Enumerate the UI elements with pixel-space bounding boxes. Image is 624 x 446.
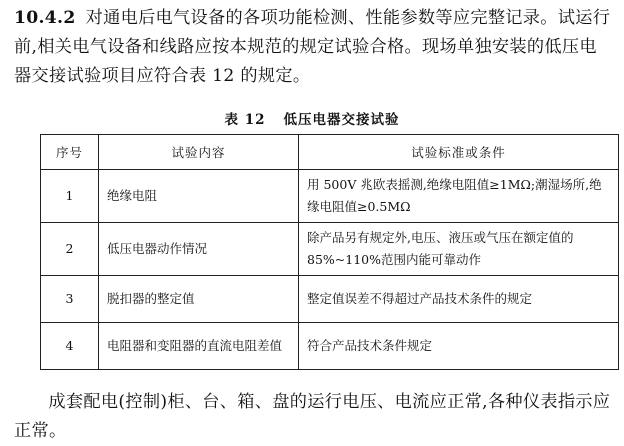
section-number: 10.4.2 <box>14 8 76 28</box>
column-header-standard: 试验标准或条件 <box>299 135 619 170</box>
row-number: 2 <box>41 223 99 276</box>
test-standard: 整定值误差不得超过产品技术条件的规定 <box>299 276 619 323</box>
table-caption <box>0 108 624 128</box>
test-standard: 除产品另有规定外,电压、液压或气压在额定值的 85%~110%范围内能可靠动作 <box>299 223 619 276</box>
row-number: 3 <box>41 276 99 323</box>
test-item: 绝缘电阻 <box>99 170 299 223</box>
section-body: 对通电后电气设备的各项功能检测、性能参数等应完整记录。试运行前,相关电气设备和线路应按本规范的规定试验合格。现场单独安装的低压电器交接试验项目应符合表 12 的规定。 <box>14 8 611 86</box>
table-name: 低压电器交接试验 <box>283 112 400 128</box>
test-item: 电阻器和变阻器的直流电阻差值 <box>99 323 299 370</box>
test-table <box>40 134 619 370</box>
section-paragraph <box>14 4 612 91</box>
test-item: 脱扣器的整定值 <box>99 276 299 323</box>
table-header-row <box>41 135 619 170</box>
table-number: 表 12 <box>224 112 266 128</box>
test-item: 低压电器动作情况 <box>99 223 299 276</box>
table-row <box>41 323 619 370</box>
test-standard: 符合产品技术条件规定 <box>299 323 619 370</box>
closing-paragraph: 成套配电(控制)柜、台、箱、盘的运行电压、电流应正常,各种仪表指示应正常。 <box>14 392 611 441</box>
table-row <box>41 223 619 276</box>
row-number: 1 <box>41 170 99 223</box>
column-header-no: 序号 <box>41 135 99 170</box>
column-header-item: 试验内容 <box>99 135 299 170</box>
row-number: 4 <box>41 323 99 370</box>
table-row <box>41 170 619 223</box>
test-standard: 用 500V 兆欧表摇测,绝缘电阻值≥1MΩ;潮湿场所,绝缘电阻值≥0.5MΩ <box>299 170 619 223</box>
table-row <box>41 276 619 323</box>
